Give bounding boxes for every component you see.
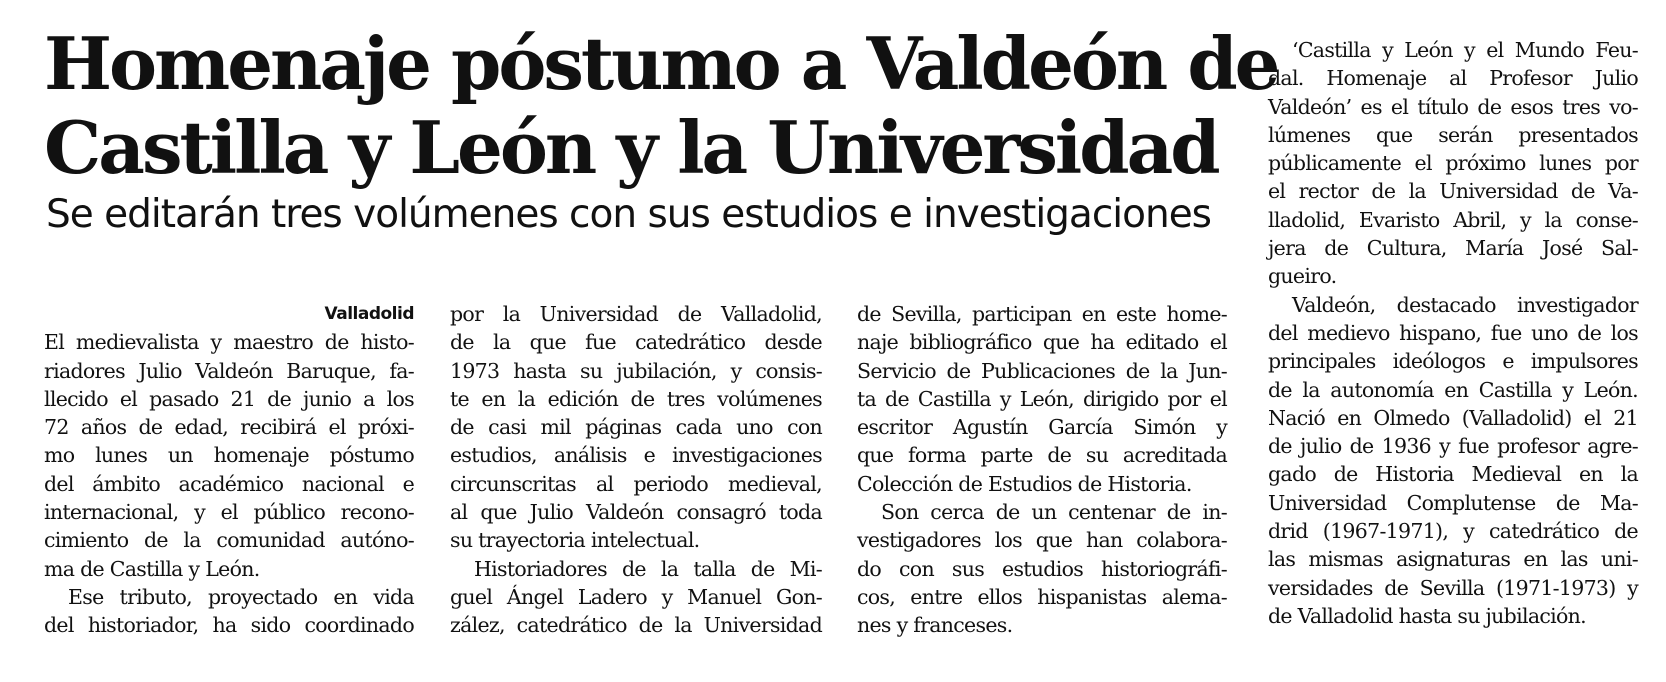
body-text-line: Nació en Olmedo (Valladolid) el 21 bbox=[1268, 405, 1638, 430]
body-text-line: de Valladolid hasta su jubilación. bbox=[1268, 603, 1586, 628]
body-text-line: de la autonomía en Castilla y León. bbox=[1268, 377, 1638, 402]
body-text-line: cos, entre ellos hispanistas alema- bbox=[857, 584, 1227, 609]
body-text-line: cimiento de la comunidad autóno- bbox=[44, 528, 414, 553]
body-text-line: de casi mil páginas cada uno con bbox=[450, 415, 822, 440]
body-text-line: escritor Agustín García Simón y bbox=[857, 415, 1227, 440]
body-text-line: El medievalista y maestro de histo- bbox=[44, 330, 414, 355]
body-text-line: Universidad Complutense de Ma- bbox=[1268, 490, 1638, 515]
body-text-line: que forma parte de su acreditada bbox=[857, 443, 1227, 468]
body-text-line: internacional, y el público recono- bbox=[44, 500, 414, 525]
body-text-line: zález, catedrático de la Universidad bbox=[450, 613, 822, 638]
body-text-line: circunscritas al periodo medieval, bbox=[450, 471, 822, 496]
body-column-4 bbox=[1268, 36, 1638, 630]
body-text-line: de julio de 1936 y fue profesor agre- bbox=[1268, 434, 1638, 459]
body-text-line: 1973 hasta su jubilación, y consis- bbox=[450, 358, 822, 383]
body-text-line: de Sevilla, participan en este home- bbox=[857, 302, 1227, 326]
body-text-line: llecido el pasado 21 de junio a los bbox=[44, 386, 414, 411]
body-text-line: del historiador, ha sido coordinado bbox=[44, 613, 414, 638]
body-text-line: ta de Castilla y León, dirigido por el bbox=[857, 386, 1227, 411]
body-text-line: mo lunes un homenaje póstumo bbox=[44, 443, 414, 468]
body-column-1 bbox=[44, 300, 414, 640]
body-text-line: lúmenes que serán presentados bbox=[1268, 122, 1638, 147]
body-text-line: dal. Homenaje al Profesor Julio bbox=[1268, 66, 1638, 91]
body-text-line: te en la edición de tres volúmenes bbox=[450, 386, 822, 411]
body-text-line: naje bibliográfico que ha editado el bbox=[857, 330, 1227, 355]
body-text-line: guel Ángel Ladero y Manuel Gon- bbox=[450, 584, 822, 609]
headline-line: Homenaje póstumo a Valdeón de bbox=[44, 21, 1278, 106]
body-text-line: de la que fue catedrático desde bbox=[450, 330, 822, 355]
body-text-line: el rector de la Universidad de Va- bbox=[1268, 179, 1638, 204]
body-column-2 bbox=[450, 300, 822, 640]
body-text-line: lladolid, Evaristo Abril, y la conse- bbox=[1268, 207, 1638, 232]
body-text-line: Ese tributo, proyectado en vida bbox=[68, 584, 414, 609]
body-text-line: su trayectoria intelectual. bbox=[450, 528, 700, 553]
headline bbox=[44, 21, 1278, 190]
body-text-line: por la Universidad de Valladolid, bbox=[450, 302, 822, 326]
body-text-line: principales ideólogos e impulsores bbox=[1268, 349, 1638, 374]
body-text-line: Servicio de Publicaciones de la Jun- bbox=[857, 358, 1227, 383]
body-text-line: Colección de Estudios de Historia. bbox=[857, 471, 1192, 496]
body-text-line: estudios, análisis e investigaciones bbox=[450, 443, 822, 468]
body-text-line: jera de Cultura, María José Sal- bbox=[1268, 236, 1638, 261]
body-text-line: Valdeón’ es el título de esos tres vo- bbox=[1268, 94, 1638, 119]
body-column-3 bbox=[857, 300, 1227, 640]
body-text-line: las mismas asignaturas en las uni- bbox=[1268, 547, 1638, 572]
body-text-line: gado de Historia Medieval en la bbox=[1268, 462, 1638, 487]
body-text-line: riadores Julio Valdeón Baruque, fa- bbox=[44, 358, 414, 383]
body-text-line: gueiro. bbox=[1268, 264, 1337, 289]
body-text-line: del ámbito académico nacional e bbox=[44, 471, 414, 496]
body-text-line: do con sus estudios historiográfi- bbox=[857, 556, 1227, 581]
body-text-line: ‘Castilla y León y el Mundo Feu- bbox=[1292, 38, 1638, 62]
body-text-line: del medievo hispano, fue uno de los bbox=[1268, 320, 1638, 345]
headline-line: Castilla y León y la Universidad bbox=[44, 105, 1218, 190]
body-text-line: 72 años de edad, recibirá el próxi- bbox=[44, 415, 414, 440]
body-text-line: Valdeón, destacado investigador bbox=[1292, 292, 1638, 317]
subheadline: Se editarán tres volúmenes con sus estudios e investigaciones bbox=[46, 192, 1212, 237]
body-text-line: versidades de Sevilla (1971-1973) y bbox=[1268, 575, 1638, 600]
body-text-line: Historiadores de la talla de Mi- bbox=[474, 556, 822, 581]
dateline: Valladolid bbox=[324, 304, 414, 324]
body-text-line: drid (1967-1971), y catedrático de bbox=[1268, 519, 1638, 544]
body-text-line: públicamente el próximo lunes por bbox=[1268, 151, 1638, 176]
body-text-line: nes y franceses. bbox=[857, 613, 1013, 638]
body-text-line: Son cerca de un centenar de in- bbox=[881, 500, 1227, 525]
body-text-line: al que Julio Valdeón consagró toda bbox=[450, 500, 822, 525]
body-text-line: ma de Castilla y León. bbox=[44, 556, 260, 581]
body-text-line: vestigadores los que han colabora- bbox=[857, 528, 1227, 553]
